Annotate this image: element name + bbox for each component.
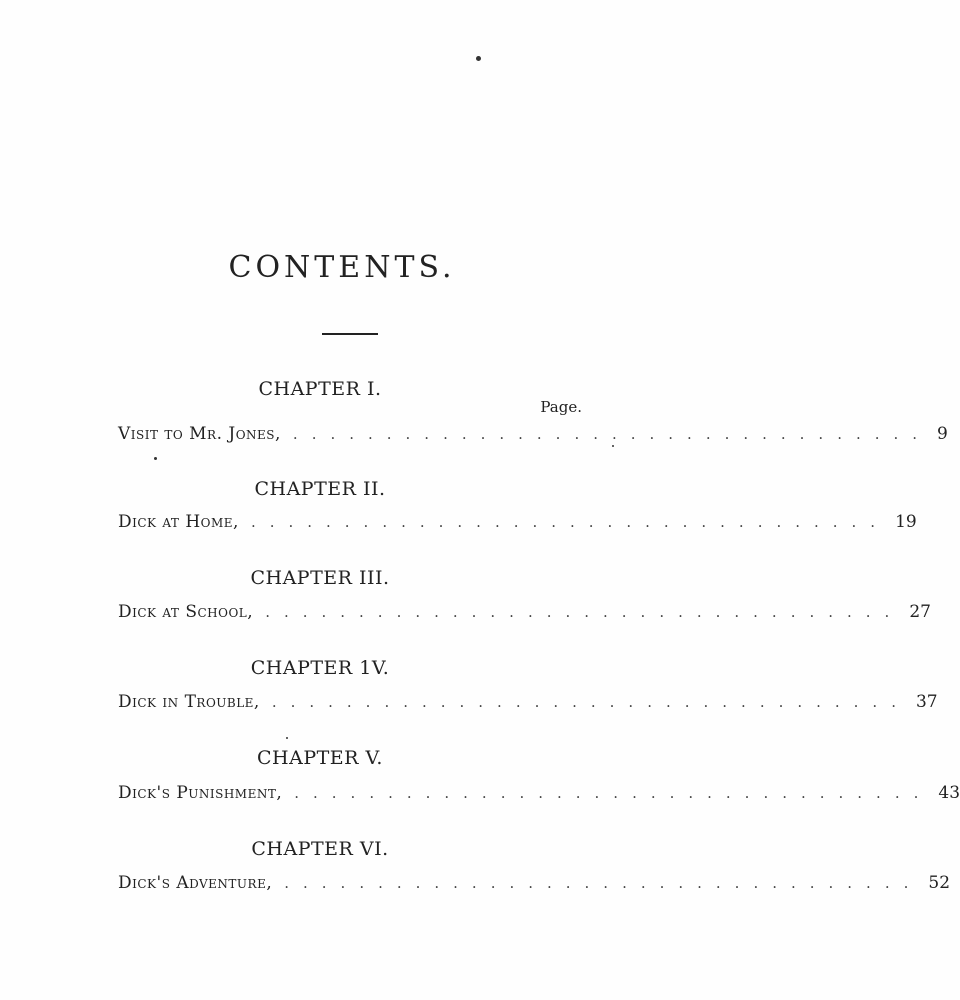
toc-entry[interactable] <box>118 692 938 716</box>
chapter-heading: CHAPTER 1V. <box>250 657 390 679</box>
dot-leader: .................................. <box>292 425 932 443</box>
toc-entry-page: 9 <box>937 424 948 444</box>
title-divider <box>322 333 378 335</box>
chapter-heading: CHAPTER II. <box>254 478 386 500</box>
page-column-label: Page. <box>540 398 582 416</box>
toc-entry[interactable] <box>118 424 948 448</box>
ink-speck <box>612 445 614 447</box>
dot-leader: .................................. <box>250 513 890 531</box>
toc-entry[interactable] <box>118 873 951 897</box>
chapter-heading: CHAPTER III. <box>250 567 390 589</box>
toc-entry-title: Dick's Punishment, <box>118 783 283 803</box>
toc-entry-title: Visit to Mr. Jones, <box>118 424 281 444</box>
toc-entry-page: 37 <box>915 692 938 712</box>
toc-entry[interactable] <box>118 512 917 536</box>
page-title: CONTENTS. <box>228 250 456 285</box>
dot-leader: .................................. <box>294 784 933 802</box>
toc-entry-title: Dick at School, <box>118 602 254 622</box>
toc-entry-title: Dick at Home, <box>118 512 239 532</box>
ink-speck <box>476 56 481 61</box>
chapter-heading: CHAPTER I. <box>258 378 382 400</box>
dot-leader: .................................. <box>271 693 910 711</box>
chapter-heading: CHAPTER V. <box>257 747 383 769</box>
dot-leader: .................................. <box>284 874 923 892</box>
toc-entry-page: 27 <box>909 602 931 622</box>
ink-speck <box>154 457 157 460</box>
dot-leader: .................................. <box>265 603 904 621</box>
toc-entry-title: Dick's Adventure, <box>118 873 273 893</box>
toc-entry-page: 43 <box>938 783 960 803</box>
toc-entry[interactable] <box>118 602 931 626</box>
toc-entry-page: 19 <box>895 512 917 532</box>
toc-entry-page: 52 <box>928 873 951 893</box>
ink-speck <box>286 737 288 739</box>
toc-entry[interactable] <box>118 783 960 807</box>
toc-entry-title: Dick in Trouble, <box>118 692 260 712</box>
chapter-heading: CHAPTER VI. <box>251 838 389 860</box>
